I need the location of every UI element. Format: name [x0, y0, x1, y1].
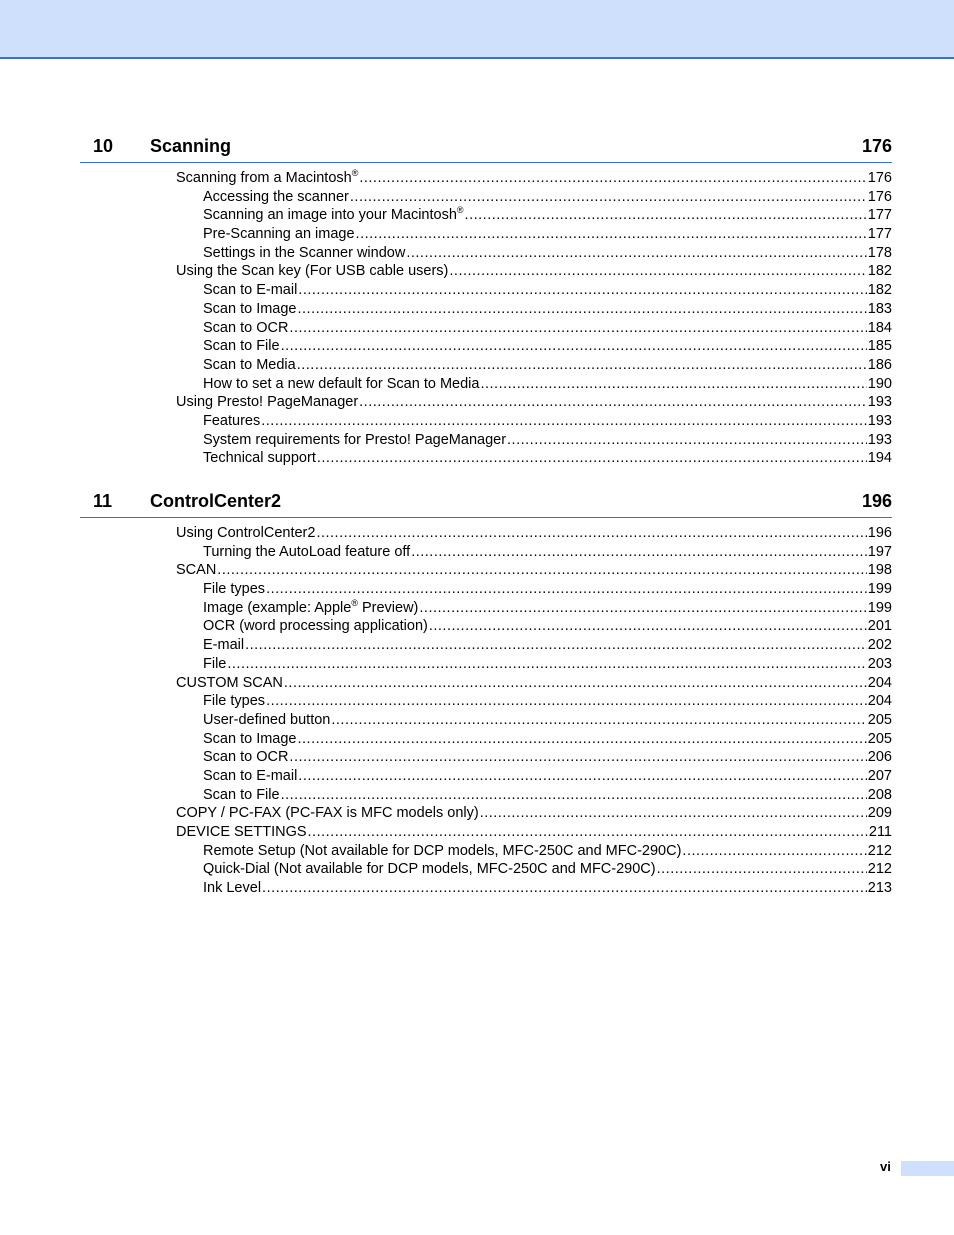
- toc-entry[interactable]: [203, 655, 892, 674]
- toc-entry-label: [203, 842, 681, 861]
- toc-entry-page: 197: [867, 543, 892, 560]
- chapter-page-number: 176: [861, 136, 892, 156]
- toc-entry-page: 212: [867, 861, 892, 878]
- toc-entry[interactable]: [203, 543, 892, 562]
- toc-entry-page: 183: [867, 300, 892, 317]
- toc-entry-page: 205: [867, 730, 892, 747]
- toc-entry-page: 211: [868, 824, 892, 840]
- toc-entry-label: [203, 617, 428, 636]
- toc-entry-page: 198: [867, 562, 892, 579]
- toc-entry-label: [203, 225, 355, 244]
- dot-leader: [419, 599, 866, 618]
- toc-entry-label: [203, 375, 479, 394]
- chapter-10-section: [80, 136, 892, 468]
- dot-leader: [356, 225, 867, 244]
- toc-entry[interactable]: [203, 412, 892, 431]
- dot-leader: [359, 393, 867, 412]
- toc-entry-label: [203, 449, 316, 468]
- dot-leader: [284, 674, 867, 693]
- toc-entry-text: Using ControlCenter2: [176, 525, 316, 541]
- toc-entry-label: [203, 879, 261, 898]
- toc-entry-page: 178: [867, 244, 892, 261]
- header-band: [0, 0, 954, 59]
- toc-entry-label: [203, 412, 260, 431]
- toc-entry-page: 190: [867, 375, 892, 392]
- toc-entry-page: 208: [867, 786, 892, 803]
- dot-leader: [261, 412, 867, 431]
- toc-entry-label: [176, 823, 307, 842]
- toc-entry[interactable]: [203, 636, 892, 655]
- toc-entry-text: Features: [203, 412, 261, 429]
- toc-entry[interactable]: [203, 617, 892, 636]
- dot-leader: [316, 524, 866, 543]
- toc-entry-text: OCR (word processing application): [203, 618, 428, 635]
- toc-entry-page: 185: [867, 338, 892, 355]
- toc-entry-page: 176: [867, 188, 892, 205]
- toc-entry-page: 209: [867, 805, 892, 822]
- toc-entry-page: 205: [867, 711, 892, 728]
- toc-entry-text: File types: [203, 581, 266, 598]
- toc-entry-label: [203, 188, 349, 207]
- toc-entry-text: Scanning an image into your Macintosh: [203, 207, 457, 224]
- toc-entry-label: [203, 244, 405, 263]
- toc-entry-page: 176: [867, 170, 892, 186]
- toc-entry-text: DEVICE SETTINGS: [176, 824, 307, 840]
- dot-leader: [682, 842, 866, 861]
- toc-entry-label: [203, 281, 297, 300]
- chapter-number: 11: [93, 491, 113, 511]
- toc-entry-text: File: [203, 655, 227, 672]
- toc-entry-page: 182: [867, 282, 892, 299]
- registered-mark: ®: [351, 169, 359, 178]
- dot-leader: [262, 879, 867, 898]
- chapter-number: 10: [93, 136, 114, 156]
- toc-entry-page: 204: [867, 674, 892, 691]
- toc-entry[interactable]: [203, 730, 892, 749]
- toc-entry-label: [203, 636, 244, 655]
- toc-entry-label: [203, 356, 296, 375]
- dot-leader: [657, 860, 867, 879]
- dot-leader: [217, 561, 867, 580]
- toc-entry-page: 186: [867, 356, 892, 373]
- footer-tab: [901, 1161, 954, 1176]
- toc-entry-text: Quick-Dial (Not available for DCP models, MFC-250C and MFC-290C): [203, 861, 656, 878]
- toc-entry-text: Technical support: [203, 450, 316, 467]
- toc-entry[interactable]: [203, 879, 892, 898]
- toc-entry[interactable]: [203, 431, 892, 450]
- toc-entry-text: Scanning from a Macintosh: [176, 170, 352, 186]
- page-number: vi: [880, 1159, 891, 1174]
- toc-entry-label: [176, 674, 283, 693]
- toc-entry-label: [203, 767, 297, 786]
- toc-entry-page: 207: [867, 767, 892, 784]
- toc-entry[interactable]: [176, 674, 892, 693]
- toc-entry-text: Scan to File: [203, 338, 280, 355]
- toc-entry[interactable]: [176, 393, 892, 412]
- toc-entry[interactable]: [176, 823, 892, 842]
- toc-entry-page: 212: [867, 842, 892, 859]
- toc-entry[interactable]: [203, 767, 892, 786]
- toc-entry-text: Pre-Scanning an image: [203, 226, 355, 243]
- toc-entry-page: 204: [867, 693, 892, 710]
- toc-entry[interactable]: [203, 356, 892, 375]
- dot-leader: [289, 319, 866, 338]
- chapter-11-section: [80, 491, 892, 898]
- toc-entry-text: Accessing the scanner: [203, 188, 349, 205]
- toc-entry[interactable]: [176, 561, 892, 580]
- toc-entry-page: 182: [867, 263, 892, 280]
- toc-entry-text: Scan to Image: [203, 730, 297, 747]
- toc-entry-label: [203, 319, 288, 338]
- dot-leader: [298, 730, 867, 749]
- toc-entry-text-continued: Preview): [357, 599, 419, 616]
- toc-entry-label: [203, 748, 288, 767]
- toc-entry[interactable]: [203, 842, 892, 861]
- toc-entry-page: 202: [867, 637, 892, 654]
- toc-entry-page: 203: [867, 655, 892, 672]
- toc-entry-page: 206: [867, 749, 892, 766]
- dot-leader: [350, 188, 867, 207]
- toc-entry-label: [203, 543, 410, 562]
- dot-leader: [411, 543, 867, 562]
- toc-entry-page: 194: [867, 450, 892, 467]
- toc-entry-text: User-defined button: [203, 711, 331, 728]
- toc-entry[interactable]: [203, 860, 892, 879]
- dot-leader: [266, 580, 867, 599]
- toc-entry[interactable]: [203, 449, 892, 468]
- dot-leader: [298, 767, 867, 786]
- toc-entry[interactable]: [176, 804, 892, 823]
- toc-entry-text: Scan to OCR: [203, 319, 289, 336]
- toc-entry-label: [203, 786, 280, 805]
- toc-entry-label: [176, 804, 479, 823]
- chapter-heading[interactable]: [80, 491, 892, 518]
- toc-entry-page: 184: [867, 319, 892, 336]
- toc-entry[interactable]: [203, 225, 892, 244]
- toc-entry-page: 193: [867, 412, 892, 429]
- dot-leader: [298, 281, 867, 300]
- toc-entry-label: [203, 655, 226, 674]
- dot-leader: [289, 748, 866, 767]
- toc-entry[interactable]: [203, 244, 892, 263]
- chapter-page-number: 196: [861, 491, 892, 511]
- toc-entry[interactable]: [176, 169, 892, 188]
- toc-entry-label: [176, 561, 216, 580]
- toc-entry[interactable]: [203, 580, 892, 599]
- toc-entry-label: [176, 169, 358, 188]
- toc-entry-page: 199: [867, 581, 892, 598]
- dot-leader: [359, 169, 866, 188]
- toc-entry-text: SCAN: [176, 562, 217, 579]
- toc-entry-text: Image (example: Apple: [203, 599, 352, 616]
- toc-entry-page: 177: [867, 226, 892, 243]
- toc-entry-text: How to set a new default for Scan to Media: [203, 375, 480, 392]
- toc-entry-text: Scan to File: [203, 786, 280, 803]
- toc-entry-text: COPY / PC-FAX (PC-FAX is MFC models only): [176, 805, 479, 822]
- toc-entry[interactable]: [203, 206, 892, 225]
- toc-entry-page: 213: [867, 880, 892, 897]
- dot-leader: [227, 655, 866, 674]
- toc-entry-page: 196: [867, 525, 892, 541]
- dot-leader: [480, 804, 867, 823]
- dot-leader: [266, 692, 867, 711]
- chapter-title: Scanning: [150, 136, 232, 156]
- toc-entry-label: [203, 580, 265, 599]
- toc-entry-label: [203, 337, 280, 356]
- toc-entry-label: [203, 860, 656, 879]
- toc-entry-label: [203, 711, 330, 730]
- toc-entry[interactable]: [203, 786, 892, 805]
- toc-entry-page: 193: [867, 394, 892, 411]
- dot-leader: [245, 636, 867, 655]
- dot-leader: [465, 206, 867, 225]
- dot-leader: [331, 711, 866, 730]
- toc-entry-text: Using Presto! PageManager: [176, 394, 359, 411]
- toc-entry-page: 199: [867, 599, 892, 616]
- registered-mark: ®: [456, 206, 464, 216]
- registered-mark: ®: [351, 598, 358, 608]
- toc-entry-label: [203, 599, 418, 618]
- toc-entry-text: Remote Setup (Not available for DCP models, MFC-250C and MFC-290C): [203, 842, 682, 859]
- toc-entry[interactable]: [203, 337, 892, 356]
- toc-entry-page: 177: [867, 207, 892, 224]
- toc-entry-label: [203, 431, 506, 450]
- toc-entry-text: Scan to Image: [203, 300, 297, 317]
- chapter-heading[interactable]: [80, 136, 892, 163]
- dot-leader: [281, 786, 867, 805]
- toc-entry[interactable]: [176, 262, 892, 281]
- toc-entry[interactable]: [176, 524, 892, 543]
- toc-entry-list: [80, 169, 892, 468]
- dot-leader: [317, 449, 867, 468]
- toc-entry-text: Scan to E-mail: [203, 767, 298, 784]
- dot-leader: [298, 300, 867, 319]
- toc-entry-label: [176, 524, 315, 543]
- toc-entry-label: [176, 393, 358, 412]
- dot-leader: [308, 823, 868, 842]
- toc-entry[interactable]: [203, 300, 892, 319]
- toc-entry[interactable]: [203, 748, 892, 767]
- toc-entry[interactable]: [203, 599, 892, 618]
- dot-leader: [429, 617, 867, 636]
- toc-entry-label: [203, 206, 464, 225]
- toc-entry[interactable]: [203, 375, 892, 394]
- toc-entry-text: Ink Level: [203, 880, 262, 897]
- chapter-title: ControlCenter2: [150, 491, 282, 511]
- dot-leader: [480, 375, 866, 394]
- toc-entry[interactable]: [203, 188, 892, 207]
- toc-entry-text: Using the Scan key (For USB cable users): [176, 263, 449, 280]
- toc-entry-label: [176, 262, 448, 281]
- toc-entry-text: Scan to E-mail: [203, 282, 298, 299]
- dot-leader: [507, 431, 867, 450]
- toc-entry-label: [203, 730, 297, 749]
- toc-entry-text: Turning the AutoLoad feature off: [203, 543, 411, 560]
- dot-leader: [449, 262, 866, 281]
- toc-entry[interactable]: [203, 281, 892, 300]
- toc-entry-text: Scan to Media: [203, 356, 296, 373]
- dot-leader: [281, 337, 867, 356]
- toc-entry-text: File types: [203, 693, 266, 710]
- toc-entry-page: 193: [867, 431, 892, 448]
- toc-entry-text: Settings in the Scanner window: [203, 244, 406, 261]
- toc-entry[interactable]: [203, 711, 892, 730]
- toc-entry[interactable]: [203, 319, 892, 338]
- toc-entry[interactable]: [203, 692, 892, 711]
- toc-entry-label: [203, 300, 297, 319]
- toc-entry-text: CUSTOM SCAN: [176, 674, 283, 691]
- toc-entry-text: E-mail: [203, 637, 245, 654]
- toc-entry-text: Scan to OCR: [203, 749, 289, 766]
- dot-leader: [297, 356, 867, 375]
- toc-entry-label: [203, 692, 265, 711]
- toc-entry-text: System requirements for Presto! PageManager: [203, 431, 507, 448]
- toc-entry-list: [80, 524, 892, 898]
- dot-leader: [406, 244, 866, 263]
- toc-entry-page: 201: [867, 618, 892, 635]
